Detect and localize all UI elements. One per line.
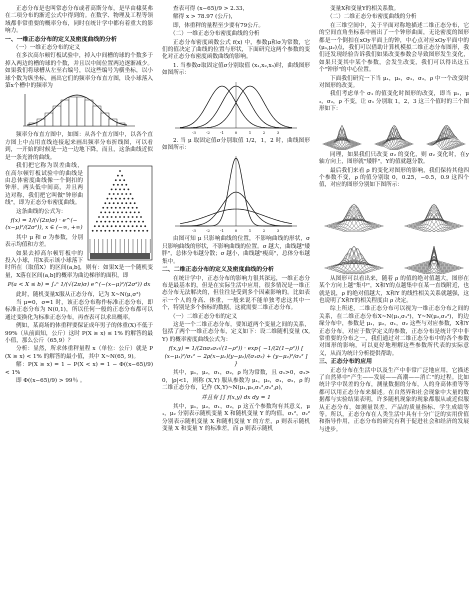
bivariate-parameters-paragraph: 其中，μ₁，μ₂，σ₁，σ₂，ρ 均为常数，且 σ₁>0，σ₂>0，|ρ|<1，则称 (X,Y) 服从参数为 μ₁，μ₂，σ₁，σ₂，ρ 的二维正态分布，记作 (X,Y)~N(μ₁,μ₂,σ₁²,σ₂²,ρ)，	[162, 370, 310, 392]
parameter-effect-paragraph: 正态分布密度函数公式 f(x) 中，参数μ和σ为常数，它们的值决定了曲线的位置与形状，下面研究这两个参数的变化对正态分布密度函数曲线的影响。	[162, 39, 310, 61]
notation-paragraph: 此时，随机变量X服从正态分布，记为 X~N(μ,σ²)	[16, 291, 141, 298]
peg	[128, 207, 130, 209]
peg	[136, 216, 138, 218]
tick-label: 2	[262, 129, 266, 135]
sigma2-paragraph: 同理，如果我们只改变 σ₂ 的变化，则 σ₂ 变化时，在y轴方向上，图形就"矮胖"，Y的值就越分散。	[319, 151, 469, 166]
tick-label: 1	[248, 129, 252, 135]
peg	[111, 216, 113, 218]
peg	[107, 216, 109, 218]
mesh-line	[339, 246, 368, 272]
peg	[123, 179, 125, 181]
bivariate-intro-paragraph: 在统计学中，正态分布的影响力很其深远，一维正态分布是最基本的，但是在实际生活中应用，很多情况是一维正态分布无法解决的，但往往是受到多个因素影响的。比如表示一个人的身高、体重，一般来说不能单独考虑这其中一个，特别是多个指标的数据，这就需要二维正态分布。	[162, 275, 310, 312]
peg	[104, 202, 106, 204]
correlation-paragraph: 变量X和变量Y的相关系数。	[330, 6, 400, 12]
bivariate-definition-paragraph: 这是一个二维正态分布，要知道两个变量之间的关系，包括了两个一维正态分布，定义如下：设二维随机变量 (X,Y) 的概率密度曲线公式为：	[162, 321, 310, 343]
peg	[113, 212, 115, 214]
peg	[115, 225, 117, 227]
tick-label: -1	[220, 129, 224, 135]
solution-paragraph: 解：P(X ≥ x) = 1 − P(X < x) = 1 − Φ((x−65)/9) < 1%	[5, 362, 153, 376]
peg	[140, 216, 142, 218]
surface-plot-7	[399, 234, 469, 274]
peg	[123, 198, 125, 200]
curve-conclusion-paragraph: 由图可知 μ 只影响曲线的位置，不影响曲线的形状，σ 只影响曲线的形状，不影响曲线的位置。σ 越大，曲线越"矮胖"，总体分布越分散；σ 越小，曲线越"瘦高"，总体分布越集中。	[162, 236, 311, 265]
rho-conclusion-paragraph: 从图形可以看出来，随着 ρ 的值的绝对值越大，图形在某个方向上越"集中"，X和Y的点越集中在某一直线附近，也就是说，ρ 的绝对值越大，X和Y 的线性相关关系就越强，这也说明了X和Y的相关程度由 ρ 决定。	[319, 275, 469, 304]
peg	[132, 216, 134, 218]
column-1	[5, 6, 153, 386]
tick-label: 2	[262, 228, 266, 234]
peg	[111, 198, 113, 200]
result-paragraph: 解得 x > 78.97 (公斤)，	[173, 14, 237, 21]
peg	[119, 225, 121, 227]
peg	[121, 193, 123, 195]
peg	[119, 189, 121, 191]
probability-integral-formula: P(a < X ≤ b) = ∫ₐᵇ 1/(√(2π)σ) e^(−(x−μ)²/(2σ²)) dx	[7, 282, 151, 289]
peg	[138, 212, 140, 214]
peg	[111, 207, 113, 209]
peg	[109, 212, 111, 214]
peg	[100, 221, 102, 223]
mesh-line	[413, 215, 442, 229]
mesh-line	[428, 137, 447, 144]
peg	[134, 202, 136, 204]
mesh-line	[386, 129, 405, 148]
mesh-line	[409, 260, 438, 269]
intro-paragraph: 正态分布是也叫常态分布或者高斯分布，是早由棣莫弗在二项分布的渐近公式中得到的。在数学、物理及工程等领域都非常重要的概率分布，同时在统计学中都有着重大的影响力。	[5, 6, 153, 35]
peg	[98, 225, 100, 227]
mesh-line	[339, 246, 368, 272]
peg	[117, 175, 119, 177]
peg	[117, 221, 119, 223]
section-1-heading: 一、一维正态分布的定义及密度曲线的分析	[5, 36, 117, 43]
peg	[109, 193, 111, 195]
peg	[130, 193, 132, 195]
peg	[134, 230, 136, 232]
peg	[136, 225, 138, 227]
mesh-line	[430, 219, 459, 227]
peg	[138, 221, 140, 223]
mesh-line	[346, 219, 375, 232]
parameter-paragraph: 其中 μ 和 σ 为参数，分别表示均值和方差。	[5, 234, 83, 249]
peg	[117, 184, 119, 186]
mesh-line	[426, 215, 455, 229]
peg	[115, 198, 117, 200]
formula-intro: 这条曲线的公式为：	[16, 208, 67, 215]
peg	[94, 225, 96, 227]
tick-label: -3	[192, 228, 196, 234]
peg	[125, 221, 127, 223]
mesh-line	[333, 219, 362, 232]
peg	[113, 230, 115, 232]
histogram-paragraph: 频率分布直方图中，如图：从各个直方图中，以各个直方图上中点用直线连接起来画出频率分布折线图，可以看到，一开始的时候是一边一边地下降，而且，这条曲线近似是一条光滑的曲线。	[5, 132, 153, 161]
tick-label: 0	[234, 228, 238, 234]
surface-plot-6	[319, 234, 389, 274]
peg	[121, 212, 123, 214]
surface-plot-1	[319, 116, 365, 150]
peg	[125, 202, 127, 204]
peg	[113, 193, 115, 195]
frequency-histogram-figure	[19, 92, 139, 130]
peg	[109, 221, 111, 223]
solution-end-paragraph: 即 Φ((x−65)/9) > 99％ 。	[16, 378, 86, 385]
peg	[134, 212, 136, 214]
mesh-line	[337, 205, 366, 229]
section-1-1-heading: （一）一维正态分布的定义	[13, 45, 81, 52]
peg	[128, 198, 130, 200]
peg	[102, 216, 104, 218]
column-3	[319, 6, 469, 435]
peg	[111, 225, 113, 227]
sigma-item: 2. 当 μ 取固定值σ分别取值 1/2，1，2 时，曲线图形如图所示：	[162, 137, 310, 152]
tick-label: 3	[276, 228, 280, 234]
section-3-heading: 三、正态分布的应用	[319, 359, 373, 366]
peg	[119, 216, 121, 218]
peg	[130, 230, 132, 232]
rho-surfaces-row-2	[319, 234, 469, 274]
application-paragraph: 正态分布在生活中以及生产中非常广泛地应用，它描述了自然界中"产生——发展——高潮——消亡"的过程。比如统计学中误差的分布，测量数据的分布，人的身高体重等等都可以用正态分布来描述。在自然界和社会现象中大量的数据都与实验结果表明，许多随机现象的现象都服从或近似服从正态分布，如测量误差、产品的质量指标、学生成绩等等。所以，正态分布在人类生活中具有十分广泛的实用价值和指导作用，正态分布的研究有利于促进社会和经济的发展与进步。	[319, 367, 469, 433]
sigma-variation-chart	[171, 154, 301, 234]
peg	[136, 207, 138, 209]
example-paragraph: 例如，某商场的体重秤要保证成年男子的体重(X)不低于99%（从前面知，公斤）这时 P(X ≥ x) ≤ 1% 的解答的最小值，那么公斤（65,9）？	[5, 323, 154, 345]
peg	[130, 221, 132, 223]
galton-paragraph: 在多次高尔顿钉板试验中，掉入中间槽的球的个数多于掉入两边的槽的球的个数，并且以中间位置两边逐渐减少。如果我们将球槽从左至右编号，以这些编号为横坐标，以小球个数为纵坐标，画出它们的频率分布直方图，设小球落入第x个槽中的频率为	[5, 53, 153, 90]
peg	[121, 184, 123, 186]
mesh-line	[434, 226, 463, 232]
peg	[113, 202, 115, 204]
mesh-line	[409, 219, 438, 227]
mesh-line	[405, 226, 434, 232]
mesh-line	[427, 137, 446, 144]
tick-label: 3	[276, 129, 280, 135]
peg	[117, 202, 119, 204]
rho-surfaces-row-1	[319, 192, 469, 232]
normal-density-formula: f(x) = 1/(√(2π)σ) · e^(−(x−μ)²/(2σ²)), x ∈ (−∞, +∞)	[5, 217, 83, 232]
peg	[128, 189, 130, 191]
peg	[115, 189, 117, 191]
peg	[100, 212, 102, 214]
tick-label: -2	[206, 228, 210, 234]
peg	[142, 221, 144, 223]
peg	[121, 175, 123, 177]
mesh-line	[432, 218, 461, 226]
analysis-paragraph: 分析：显然，所求体重秤量程 x（单位：公斤）就是 P(X ≥ x) < 1% 的解答的最小值，其中 X~N(65, 9)。	[5, 346, 153, 360]
mu-item: 1. 当参数σ取固定值σ分别取值 (x₁,x₂,x₃)时，曲线图形如图所示：	[162, 62, 310, 77]
peg	[104, 230, 106, 232]
conclusion-paragraph: 即，体重秤的量程至少要有79公斤。	[173, 22, 265, 29]
peg	[111, 189, 113, 191]
rho-paragraph: 最后我们来看 ρ 的变化对图形的影响，我们保持其他四个参数不变，ρ 的值分别取 0，0.25，−0.5，0.9 这四个值，对应的图形分别如下图所示：	[319, 167, 469, 189]
peg	[96, 221, 98, 223]
peg	[123, 189, 125, 191]
peg	[104, 212, 106, 214]
peg	[107, 207, 109, 209]
peg	[132, 198, 134, 200]
peg	[121, 221, 123, 223]
peg	[113, 184, 115, 186]
double-integral-formula: 并且有 ∫∫ f(x,y) dx dy = 1	[201, 394, 271, 401]
sigma1-paragraph: 我们考虑单个 σ₁ 的值变化时图形的改变，即当 μ₁，μ₂，σ₂，ρ 不变，让 σ₁ 分别取 1，2，3 这三个值时的三个图形如下：	[319, 91, 469, 113]
peg	[102, 207, 104, 209]
peg	[130, 202, 132, 204]
peg	[115, 216, 117, 218]
peg	[96, 230, 98, 232]
mesh-line	[329, 261, 358, 269]
peg	[121, 202, 123, 204]
peg	[100, 230, 102, 232]
section-2-2-heading: （二）二维正态分布密度曲线的分析	[327, 14, 417, 21]
peg	[109, 230, 111, 232]
peg	[125, 230, 127, 232]
peg	[102, 225, 104, 227]
peg	[98, 216, 100, 218]
peg	[92, 230, 94, 232]
peg	[144, 225, 146, 227]
peg	[125, 193, 127, 195]
peg	[128, 225, 130, 227]
peg	[121, 230, 123, 232]
peg	[117, 193, 119, 195]
peg	[146, 230, 148, 232]
tick-label: 1	[248, 228, 252, 234]
peg	[117, 230, 119, 232]
summary-paragraph: 综上所述，二维正态分布可以视为一维正态分布之间的关系，在二维正态分布X~N(μ₁,σ₁²)，Y~N(μ₂,σ₂²)，的边缘分布中，参数是 μ₁，μ₂，σ₁，σ₂ 这些与对应参数，X和Y 正态分布，对应于数学定义的参数，正态分布是统计学中非常重要的分布之一，我们通过对二维正态分布中的各个参数对图形的影响，可以更好地理解这些参数所代表的实际意义，从而为统计分析提供帮助。	[319, 306, 469, 357]
peg	[125, 184, 127, 186]
peg	[107, 198, 109, 200]
surface-plot-3	[423, 116, 469, 150]
surface-plot-5	[399, 192, 469, 232]
peg	[117, 212, 119, 214]
standard-normal-paragraph: 当 μ=0，σ=1 时，该正态分布称作标准正态分布，即标准正态分布为 N(0,1)，所以任何一般的正态分布都可以通过变换化为标准正态分布，再查表可以求出概率。	[5, 300, 153, 321]
galton-board-figure	[87, 165, 153, 261]
section-2-1-heading: （一）二维正态分布的定义	[170, 313, 238, 320]
tick-label: -2	[206, 129, 210, 135]
sigma1-surfaces	[319, 116, 469, 150]
peg	[107, 225, 109, 227]
peg	[128, 216, 130, 218]
peg	[104, 221, 106, 223]
interval-paragraph: 如果去掉高尔顿钉板中的投入小球，用X表示该小球落下时所在（取值X）的区间(a,b]，则有：如果X是一个随机变量，X落在区间(a,b]的概率为曲边梯形的面积，即	[5, 250, 153, 279]
mu-variation-chart	[171, 80, 301, 136]
peg	[113, 221, 115, 223]
tick-label: 0	[234, 129, 238, 135]
peg	[125, 212, 127, 214]
mesh-line	[430, 260, 459, 269]
peg	[119, 198, 121, 200]
bell-surface-paragraph: 在三维空间中，关于平面对称地描述二维正态分布，它的空间直角坐标系中画出了一个钟形曲面，无论密度的图形都是一个倒扣在xOy平面上的钟，中心点对应xOy平面中的(μ₁,μ₂)点，我们可以借助计算机模拟二维正态分布图形，我们还发现经验告诉我们如果改变参数会导致图形发生变化，如果只变其中某个参数，会发生改变，我们可以得出这五个"钟形"的中心位置。	[319, 22, 469, 74]
surface-plot-4	[319, 192, 389, 232]
peg	[119, 170, 121, 172]
peg	[123, 207, 125, 209]
tick-label: -1	[220, 228, 224, 234]
surface-plot-2	[371, 116, 417, 150]
column-2	[162, 6, 310, 435]
mesh-line	[389, 141, 408, 148]
lookup-paragraph: 查表可得 (x−65)/9 > 2.33，	[173, 6, 249, 12]
section-2-heading: 二、二维正态分布的定义及密度曲线的分析	[162, 267, 274, 274]
section-1-2-heading: （二）一维正态分布密度曲线的分析	[170, 31, 260, 38]
error-curve-paragraph: 我们把它称为误差曲线，在高尔顿钉板试验中的曲线是由总体密度曲线像一个倒扣的钟形，两头低中间高，并且两边对称，我们把它叫做"钟形曲线"，即为正态分布密度曲线。	[5, 163, 83, 207]
peg	[142, 230, 144, 232]
peg	[132, 225, 134, 227]
peg	[123, 216, 125, 218]
peg	[138, 230, 140, 232]
tick-label: -3	[192, 129, 196, 135]
mesh-line	[341, 205, 370, 229]
bivariate-density-formula: f(x,y) = 1/(2πσ₁σ₂√(1−ρ²)) · exp{ −1/(2(1−ρ²)) [ (x−μ₁)²/σ₁² − 2ρ(x−μ₁)(y−μ₂)/(σ₁σ₂) + (y−μ₂)²/σ₂² ] }	[164, 346, 308, 367]
peg	[115, 179, 117, 181]
peg	[140, 225, 142, 227]
peg	[119, 207, 121, 209]
peg	[134, 221, 136, 223]
parameter-meaning-paragraph: 其中，μ₁，μ₂，σ₁，σ₂，ρ 这五个参数均有其意义，μ₁，μ₂ 分别表示随机变量 X 和随机变量 Y 的均值，σ₁²，σ₂² 分别表示随机变量 X 和随机变量 Y 的方差，ρ 则表示随机变量 X 和变量 Y 的标准差，而 ρ 则表示随机	[162, 404, 310, 433]
peg	[130, 212, 132, 214]
peg	[109, 202, 111, 204]
peg	[119, 179, 121, 181]
peg	[132, 207, 134, 209]
peg	[123, 225, 125, 227]
parameter-study-paragraph: 下面我们研究一下当 μ₁，μ₂，σ₁，σ₂，ρ 中一个改变时对图形的改变。	[319, 75, 469, 90]
mesh-line	[407, 218, 436, 226]
peg	[115, 207, 117, 209]
